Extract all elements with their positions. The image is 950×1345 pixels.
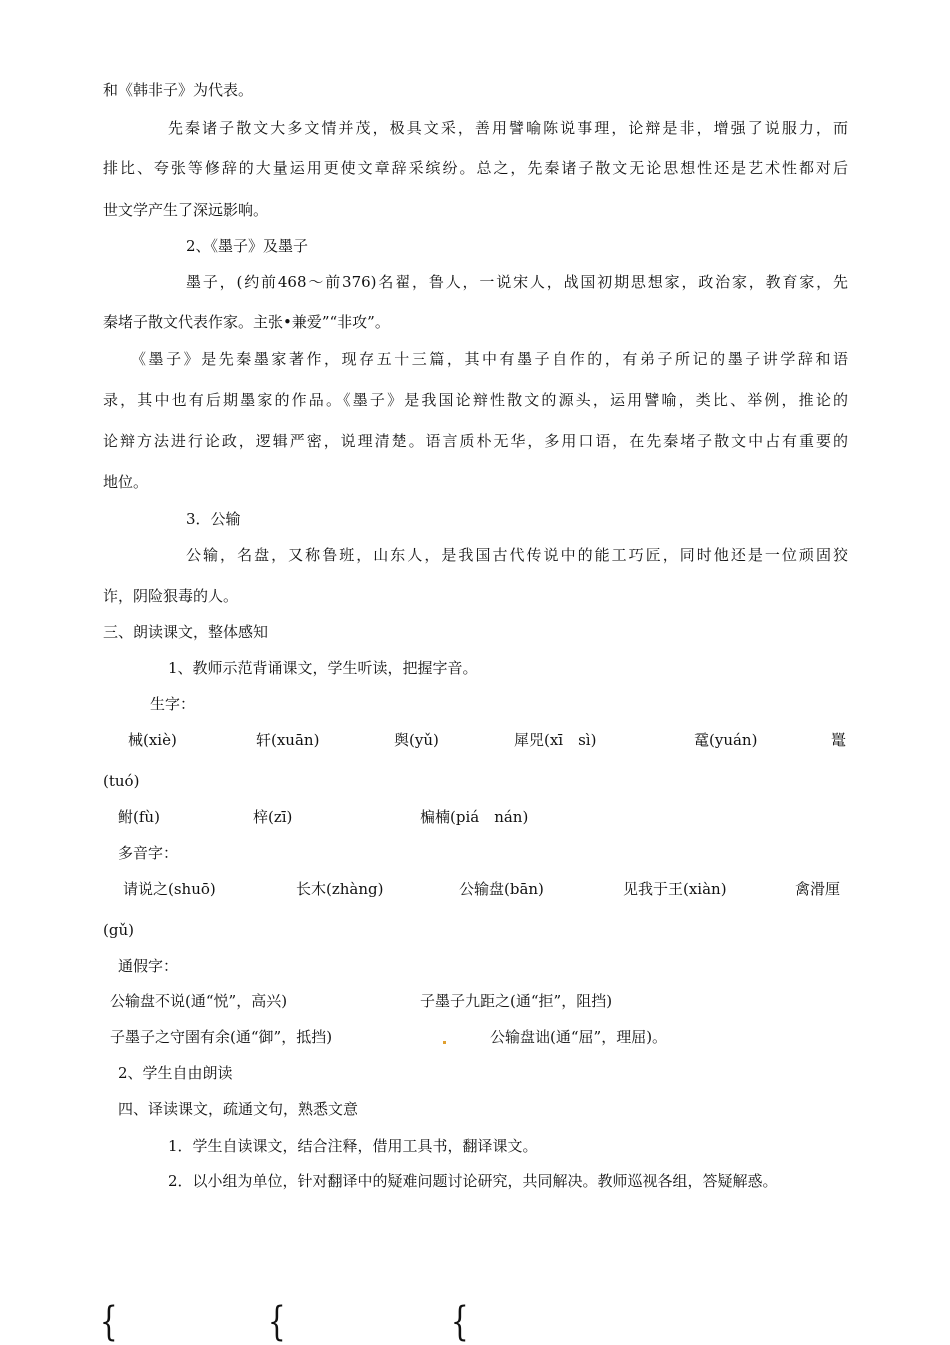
label-shengzi: 生字： (150, 695, 196, 713)
brace-symbol: { (450, 1299, 469, 1345)
stray-mark (443, 1041, 446, 1044)
paragraph-line: 论辩方法进行论政，逻辑严密，说理清楚。语言质朴无华，多用口语，在先秦堵子散文中占有重要的 (103, 432, 848, 450)
paragraph-line: 排比、夸张等修辞的大量运用更使文章辞采缤纷。总之，先秦诸子散文无论思想性还是艺术性都对后 (103, 159, 848, 177)
shengzi-item: 舆(yǔ) (394, 731, 439, 749)
paragraph-line: 先秦诸子散文大多文情并茂，极具文采，善用譬喻陈说事理，论辩是非，增强了说服力，而 (168, 119, 848, 137)
shengzi-item: 梓(zī) (253, 808, 293, 826)
section-heading: 3．公输 (186, 510, 241, 528)
brace-symbol: { (99, 1299, 118, 1345)
duoyin-item: 公输盘(bān) (459, 880, 544, 898)
duoyin-item: 长木(zhàng) (296, 880, 384, 898)
step-line: 1．学生自读课文，结合注释，借用工具书，翻译课文。 (168, 1137, 538, 1155)
tongjia-item: 公输盘不说(通“悦”，高兴) (110, 992, 288, 1010)
paragraph-line: 墨子，(约前468～前376)名翟，鲁人，一说宋人，战国初期思想家，政治家，教育家，先 (186, 273, 848, 291)
shengzi-item: 械(xiè) (128, 731, 177, 749)
shengzi-item: 鲋(fù) (118, 808, 160, 826)
paragraph-line: 诈，阴险狠毒的人。 (103, 587, 239, 605)
section-heading: 四、译读课文，疏通文句，熟悉文意 (118, 1100, 359, 1118)
wrapped-pinyin: (gǔ) (103, 921, 134, 939)
step-line: 2、学生自由朗读 (118, 1064, 233, 1082)
paragraph-line: 世文学产生了深远影响。 (103, 201, 269, 219)
shengzi-item: 鼋(yuán) (694, 731, 758, 749)
section-heading: 2、《墨子》及墨子 (186, 237, 309, 255)
brace-symbol: { (267, 1299, 286, 1345)
paragraph-line: 《墨子》是先秦墨家著作，现存五十三篇，其中有墨子自作的，有弟子所记的墨子讲学辞和语 (131, 350, 848, 368)
wrapped-pinyin: (tuó) (103, 772, 140, 790)
step-line: 1、教师示范背诵课文，学生听读，把握字音。 (168, 659, 478, 677)
paragraph-line: 公输，名盘，又称鲁班，山东人，是我国古代传说中的能工巧匠，同时他还是一位顽固狡 (186, 546, 848, 564)
paragraph-line: 秦堵子散文代表作家。主张•兼爱”“非攻”。 (103, 313, 390, 331)
tongjia-item: 公输盘诎(通“屈”，理屈)。 (490, 1028, 668, 1046)
shengzi-item: 楄楠(piá nán) (420, 808, 529, 826)
duoyin-item: 禽滑厘 (795, 880, 841, 898)
duoyin-item: 见我于王(xiàn) (623, 880, 727, 898)
paragraph-line: 地位。 (103, 473, 149, 491)
duoyin-item: 请说之(shuō) (123, 880, 216, 898)
step-line: 2．以小组为单位，针对翻译中的疑难问题讨论研究，共同解决。教师巡视各组，答疑解惑。 (168, 1172, 778, 1190)
label-tongjiazi: 通假字： (118, 957, 179, 975)
label-duoyinzi: 多音字： (118, 844, 179, 862)
text-line: 和《韩非子》为代表。 (103, 81, 254, 99)
tongjia-item: 子墨子九距之(通“拒”，阻挡) (420, 992, 613, 1010)
tongjia-item: 子墨子之守圉有余(通“御”，抵挡) (110, 1028, 333, 1046)
shengzi-item: 犀兕(xī sì) (514, 731, 597, 749)
shengzi-item: 鼍 (831, 731, 847, 749)
shengzi-item: 轩(xuān) (256, 731, 320, 749)
section-heading: 三、朗读课文，整体感知 (103, 623, 269, 641)
paragraph-line: 录，其中也有后期墨家的作品。《墨子》是我国论辩性散文的源头，运用譬喻，类比、举例，推论的 (103, 391, 848, 409)
